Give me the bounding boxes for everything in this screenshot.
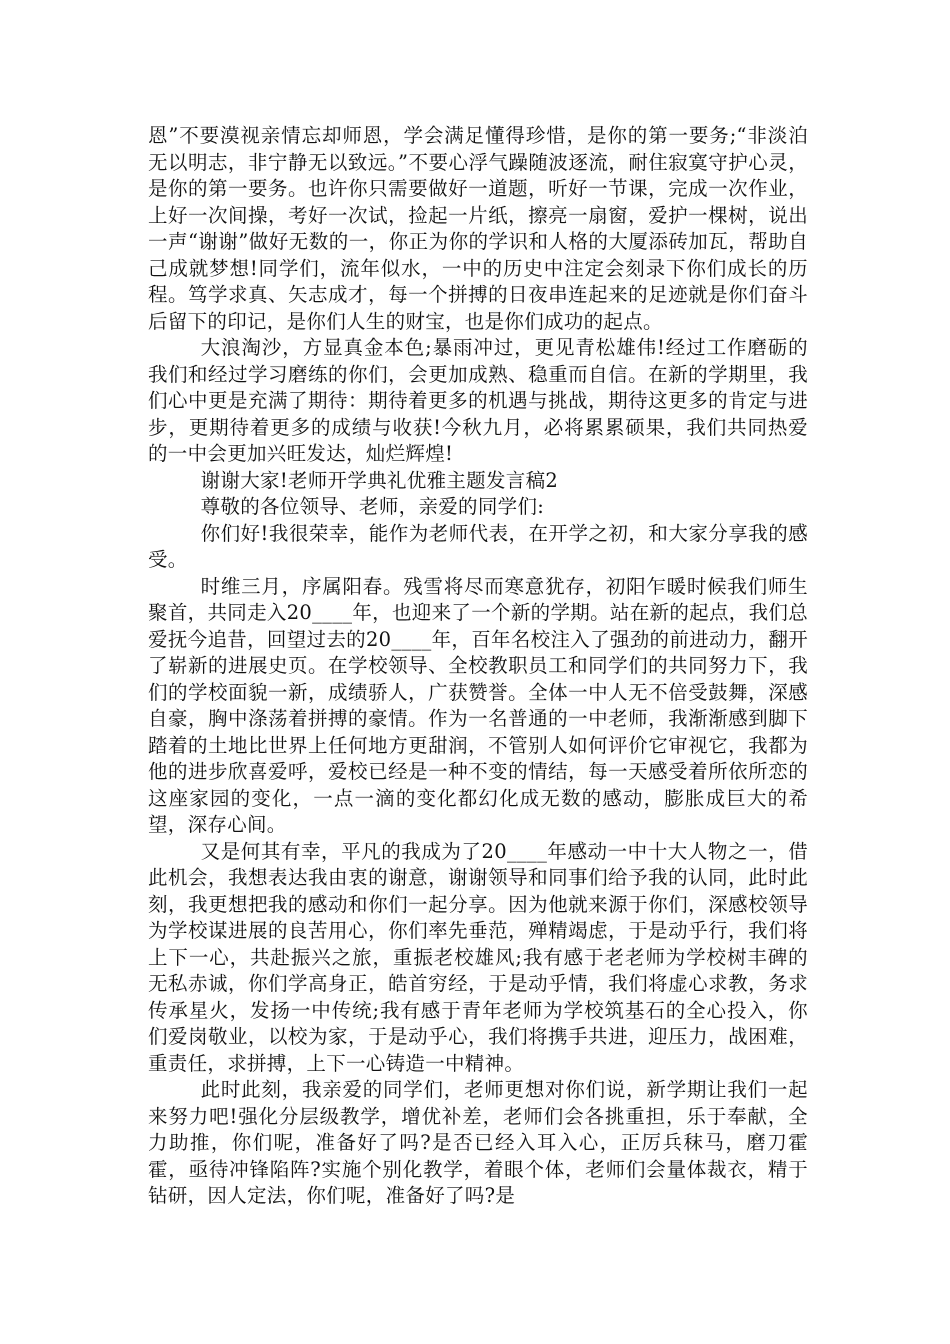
paragraph-7: 又是何其有幸，平凡的我成为了20____年感动一中十大人物之一，借此机会，我想表达我由衷的谢意，谢谢领导和同事们给予我的认同，此时此刻，我更想把我的感动和你们一起分享。因为他就来源于你们，深感校领导为学校谋进展的良苦用心，你们率先垂范，殚精竭虑，于是动乎行，我们将上下一心，共赴振兴之旅，重振老校雄风;我有感于老老师为学校树丰碑的无私赤诚，你们学高身正，皓首穷经，于是动乎情，我们将虚心求教，务求传承星火，发扬一中传统;我有感于青年老师为学校筑基石的全心投入，你们爱岗敬业，以校为家，于是动乎心，我们将携手共进，迎压力，战困难，重责任，求拼搏，上下一心铸造一中精神。: [148, 839, 808, 1075]
paragraph-6: 时维三月，序属阳春。残雪将尽而寒意犹存，初阳乍暖时候我们师生聚首，共同走入20____年，也迎来了一个新的学期。站在新的起点，我们总爱抚今追昔，回望过去的20____年，百年名校注入了强劲的前进动力，翻开了崭新的进展史页。在学校领导、全校教职员工和同学们的共同努力下，我们的学校面貌一新，成绩骄人，广获赞誉。全体一中人无不倍受鼓舞，深感自豪，胸中涤荡着拼搏的豪情。作为一名普通的一中老师，我渐渐感到脚下踏着的土地比世界上任何地方更甜润，不管别人如何评价它审视它，我都为他的进步欣喜爱呼，爱校已经是一种不变的情结，每一天感受着所依所恋的这座家园的变化，一点一滴的变化都幻化成无数的感动，膨胀成巨大的希望，深存心间。: [148, 574, 808, 836]
document-page: [148, 123, 808, 1210]
paragraph-5: 你们好!我很荣幸，能作为老师代表，在开学之初，和大家分享我的感受。: [148, 521, 808, 571]
paragraph-8: 此时此刻，我亲爱的同学们，老师更想对你们说，新学期让我们一起来努力吧!强化分层级教学，增优补差，老师们会各挑重担，乐于奉献，全力助推，你们呢，准备好了吗?是否已经入耳入心，正厉兵秣马，磨刀霍霍，亟待冲锋陷阵?实施个别化教学，着眼个体，老师们会量体裁衣，精于钻研，因人定法，你们呢，准备好了吗?是: [148, 1078, 808, 1207]
paragraph-4: 尊敬的各位领导、老师，亲爱的同学们:: [200, 495, 545, 518]
paragraph-2: 大浪淘沙，方显真金本色;暴雨冲过，更见青松雄伟!经过工作磨砺的我们和经过学习磨练的你们，会更加成熟、稳重而自信。在新的学期里，我们心中更是充满了期待：期待着更多的机遇与挑战，期待这更多的肯定与进步，更期待着更多的成绩与收获!今秋九月，必将累累硕果，我们共同热爱的一中会更加兴旺发达，灿烂辉煌!: [148, 336, 808, 465]
paragraph-3: 谢谢大家!老师开学典礼优雅主题发言稿2: [200, 468, 559, 492]
paragraph-1: 恩”不要漠视亲情忘却师恩，学会满足懂得珍惜，是你的第一要务;“非淡泊无以明志，非宁静无以致远。”不要心浮气躁随波逐流，耐住寂寞守护心灵，是你的第一要务。也许你只需要做好一道题，听好一节课，完成一次作业，上好一次间操，考好一次试，捡起一片纸，擦亮一扇窗，爱护一棵树，说出一声“谢谢”做好无数的一，你正为你的学识和人格的大厦添砖加瓦，帮助自己成就梦想!同学们，流年似水，一中的历史中注定会刻录下你们成长的历程。笃学求真、矢志成才，每一个拼搏的日夜串连起来的足迹就是你们奋斗后留下的印记，是你们人生的财宝，也是你们成功的起点。: [148, 124, 808, 333]
